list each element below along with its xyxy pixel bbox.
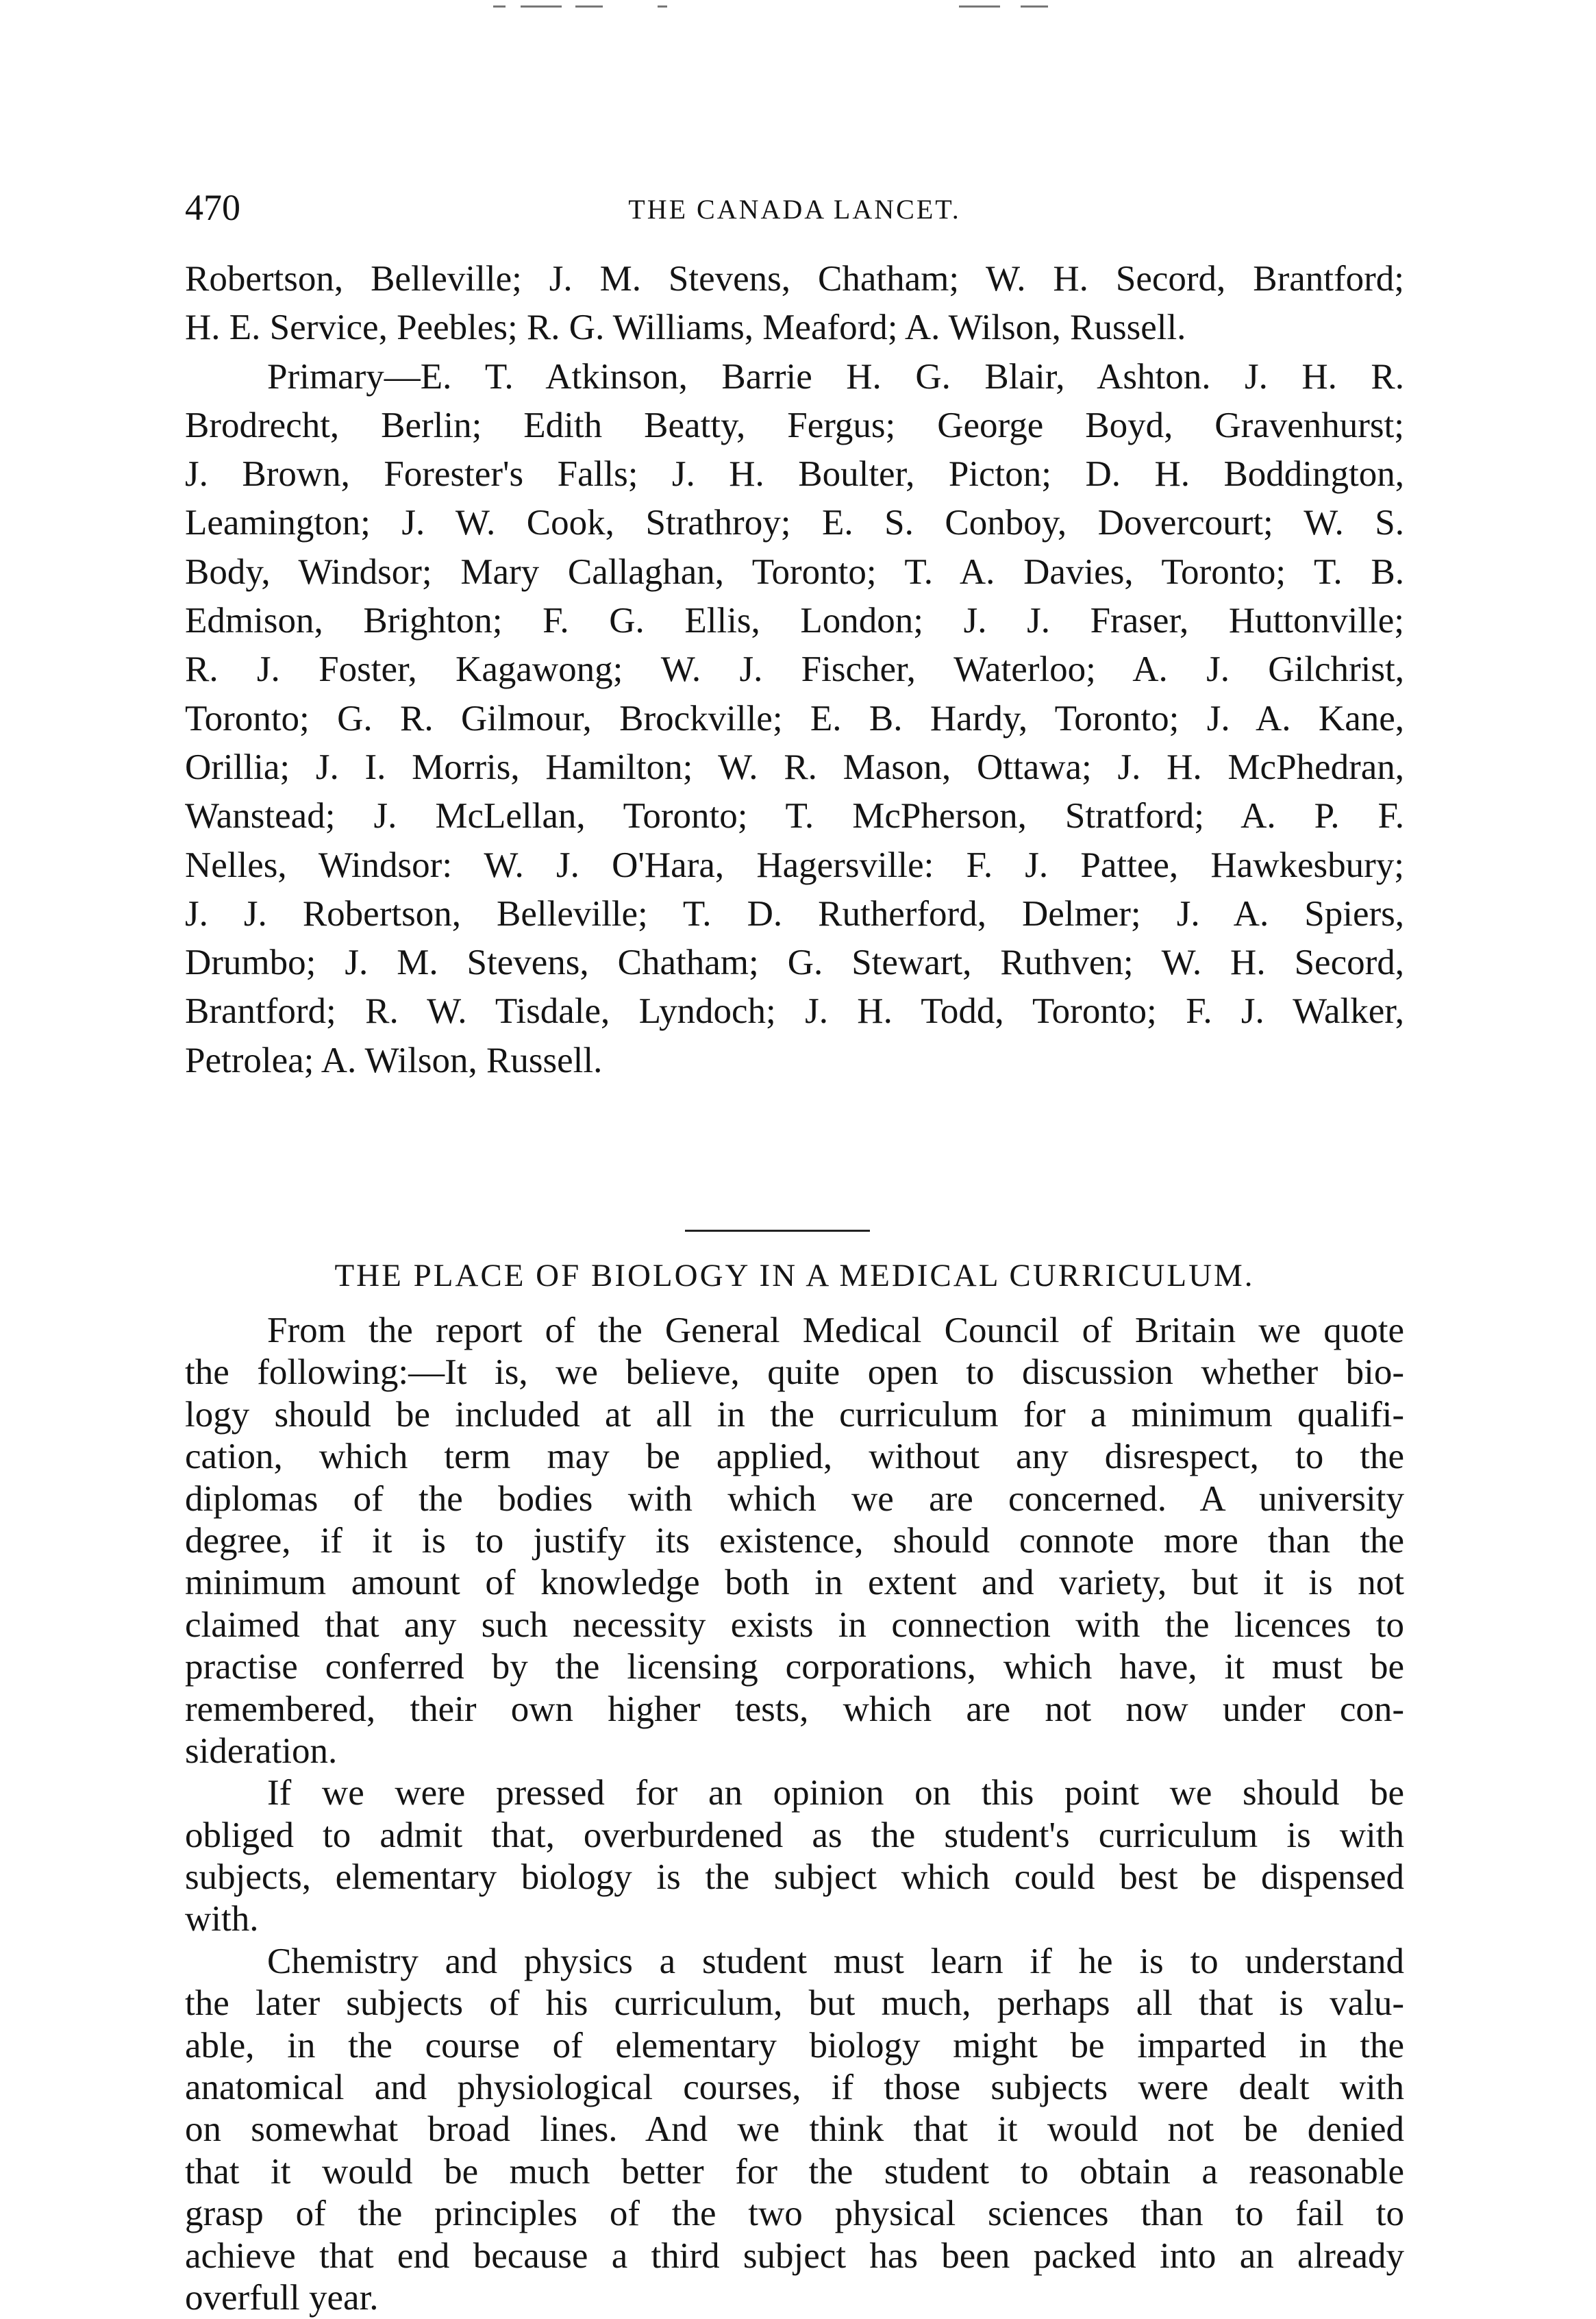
article-line: claimed that any such necessity exists in connection with the licences to (185, 1604, 1404, 1645)
speck (575, 5, 603, 8)
article-title-area (185, 1248, 1404, 1303)
list-line: Brantford; R. W. Tisdale, Lyndoch; J. H. Todd, Toronto; F. J. Walker, (185, 991, 1404, 1032)
list-line: Petrolea; A. Wilson, Russell. (185, 1040, 603, 1080)
article-line: obliged to admit that, overburdened as the student's curriculum is with (185, 1815, 1404, 1855)
speck (959, 5, 1000, 8)
article-line: sideration. (185, 1731, 338, 1771)
article-line: practise conferred by the licensing corporations, which have, it must be (185, 1647, 1404, 1687)
page-number: 470 (185, 187, 240, 228)
article-line: Chemistry and physics a student must learn if he is to understand (267, 1941, 1404, 1981)
list-line: Body, Windsor; Mary Callaghan, Toronto; T. A. Davies, Toronto; T. B. (185, 551, 1404, 592)
list-line: Toronto; G. R. Gilmour, Brockville; E. B. Hardy, Toronto; J. A. Kane, (185, 698, 1404, 739)
list-line: Robertson, Belleville; J. M. Stevens, Chatham; W. H. Secord, Brantford; (185, 259, 1404, 299)
article-line: on somewhat broad lines. And we think that it would not be denied (185, 2109, 1404, 2150)
article-line: subjects, elementary biology is the subject which could best be dispensed (185, 1857, 1404, 1898)
article-line: that it would be much better for the student to obtain a reasonable (185, 2151, 1404, 2192)
article-title: THE PLACE OF BIOLOGY IN A MEDICAL CURRICULUM. (334, 1258, 1255, 1293)
section-divider (685, 1230, 870, 1232)
list-line: Leamington; J. W. Cook, Strathroy; E. S. Conboy, Dovercourt; W. S. (185, 503, 1404, 543)
list-line: Brodrecht, Berlin; Edith Beatty, Fergus; George Boyd, Gravenhurst; (185, 405, 1404, 445)
article-line: able, in the course of elementary biology might be imparted in the (185, 2025, 1404, 2066)
article-line: remembered, their own higher tests, which are not now under con- (185, 1689, 1404, 1729)
article-line: diplomas of the bodies with which we are concerned. A university (185, 1478, 1404, 1519)
article-line: the later subjects of his curriculum, but much, perhaps all that is valu- (185, 1983, 1404, 2024)
article-line: overfull year. (185, 2277, 379, 2318)
list-line: J. Brown, Forester's Falls; J. H. Boulter, Picton; D. H. Boddington, (185, 454, 1404, 495)
page-header (185, 184, 1404, 232)
list-line: Edmison, Brighton; F. G. Ellis, London; J. J. Fraser, Huttonville; (185, 601, 1404, 641)
article-line: grasp of the principles of the two physical sciences than to fail to (185, 2194, 1404, 2234)
list-line: Wanstead; J. McLellan, Toronto; T. McPherson, Stratford; A. P. F. (185, 796, 1404, 836)
article-line: with. (185, 1899, 259, 1939)
article-line: minimum amount of knowledge both in extent and variety, but it is not (185, 1563, 1404, 1603)
graduate-list (185, 255, 1404, 1085)
list-line: H. E. Service, Peebles; R. G. Williams, Meaford; A. Wilson, Russell. (185, 308, 1186, 348)
article-line: If we were pressed for an opinion on this point we should be (267, 1773, 1404, 1813)
speck (493, 5, 506, 8)
list-line: Drumbo; J. M. Stevens, Chatham; G. Stewart, Ruthven; W. H. Secord, (185, 943, 1404, 983)
speck (658, 5, 667, 8)
article-line: degree, if it is to justify its existence, should connote more than the (185, 1520, 1404, 1561)
list-line: Orillia; J. I. Morris, Hamilton; W. R. Mason, Ottawa; J. H. McPhedran, (185, 747, 1404, 787)
running-head: THE CANADA LANCET. (628, 194, 961, 225)
top-edge-specks (479, 5, 1233, 12)
article-line: From the report of the General Medical Council of Britain we quote (267, 1311, 1404, 1350)
article-line: achieve that end because a third subject has been packed into an already (185, 2235, 1404, 2276)
article-line: logy should be included at all in the curriculum for a minimum qualifi- (185, 1394, 1404, 1435)
list-line: Nelles, Windsor: W. J. O'Hara, Hagersville: F. J. Pattee, Hawkesbury; (185, 845, 1404, 885)
article-body (185, 1310, 1404, 2319)
article-line: anatomical and physiological courses, if those subjects were dealt with (185, 2068, 1404, 2108)
list-line: R. J. Foster, Kagawong; W. J. Fischer, Waterloo; A. J. Gilchrist, (185, 649, 1404, 690)
speck (521, 5, 562, 8)
speck (1021, 5, 1048, 8)
list-line: J. J. Robertson, Belleville; T. D. Rutherford, Delmer; J. A. Spiers, (185, 893, 1404, 934)
article-line: the following:—It is, we believe, quite open to discussion whether bio- (185, 1352, 1404, 1393)
article-line: cation, which term may be applied, without any disrespect, to the (185, 1437, 1404, 1477)
list-line: Primary—E. T. Atkinson, Barrie H. G. Blair, Ashton. J. H. R. (267, 356, 1404, 397)
